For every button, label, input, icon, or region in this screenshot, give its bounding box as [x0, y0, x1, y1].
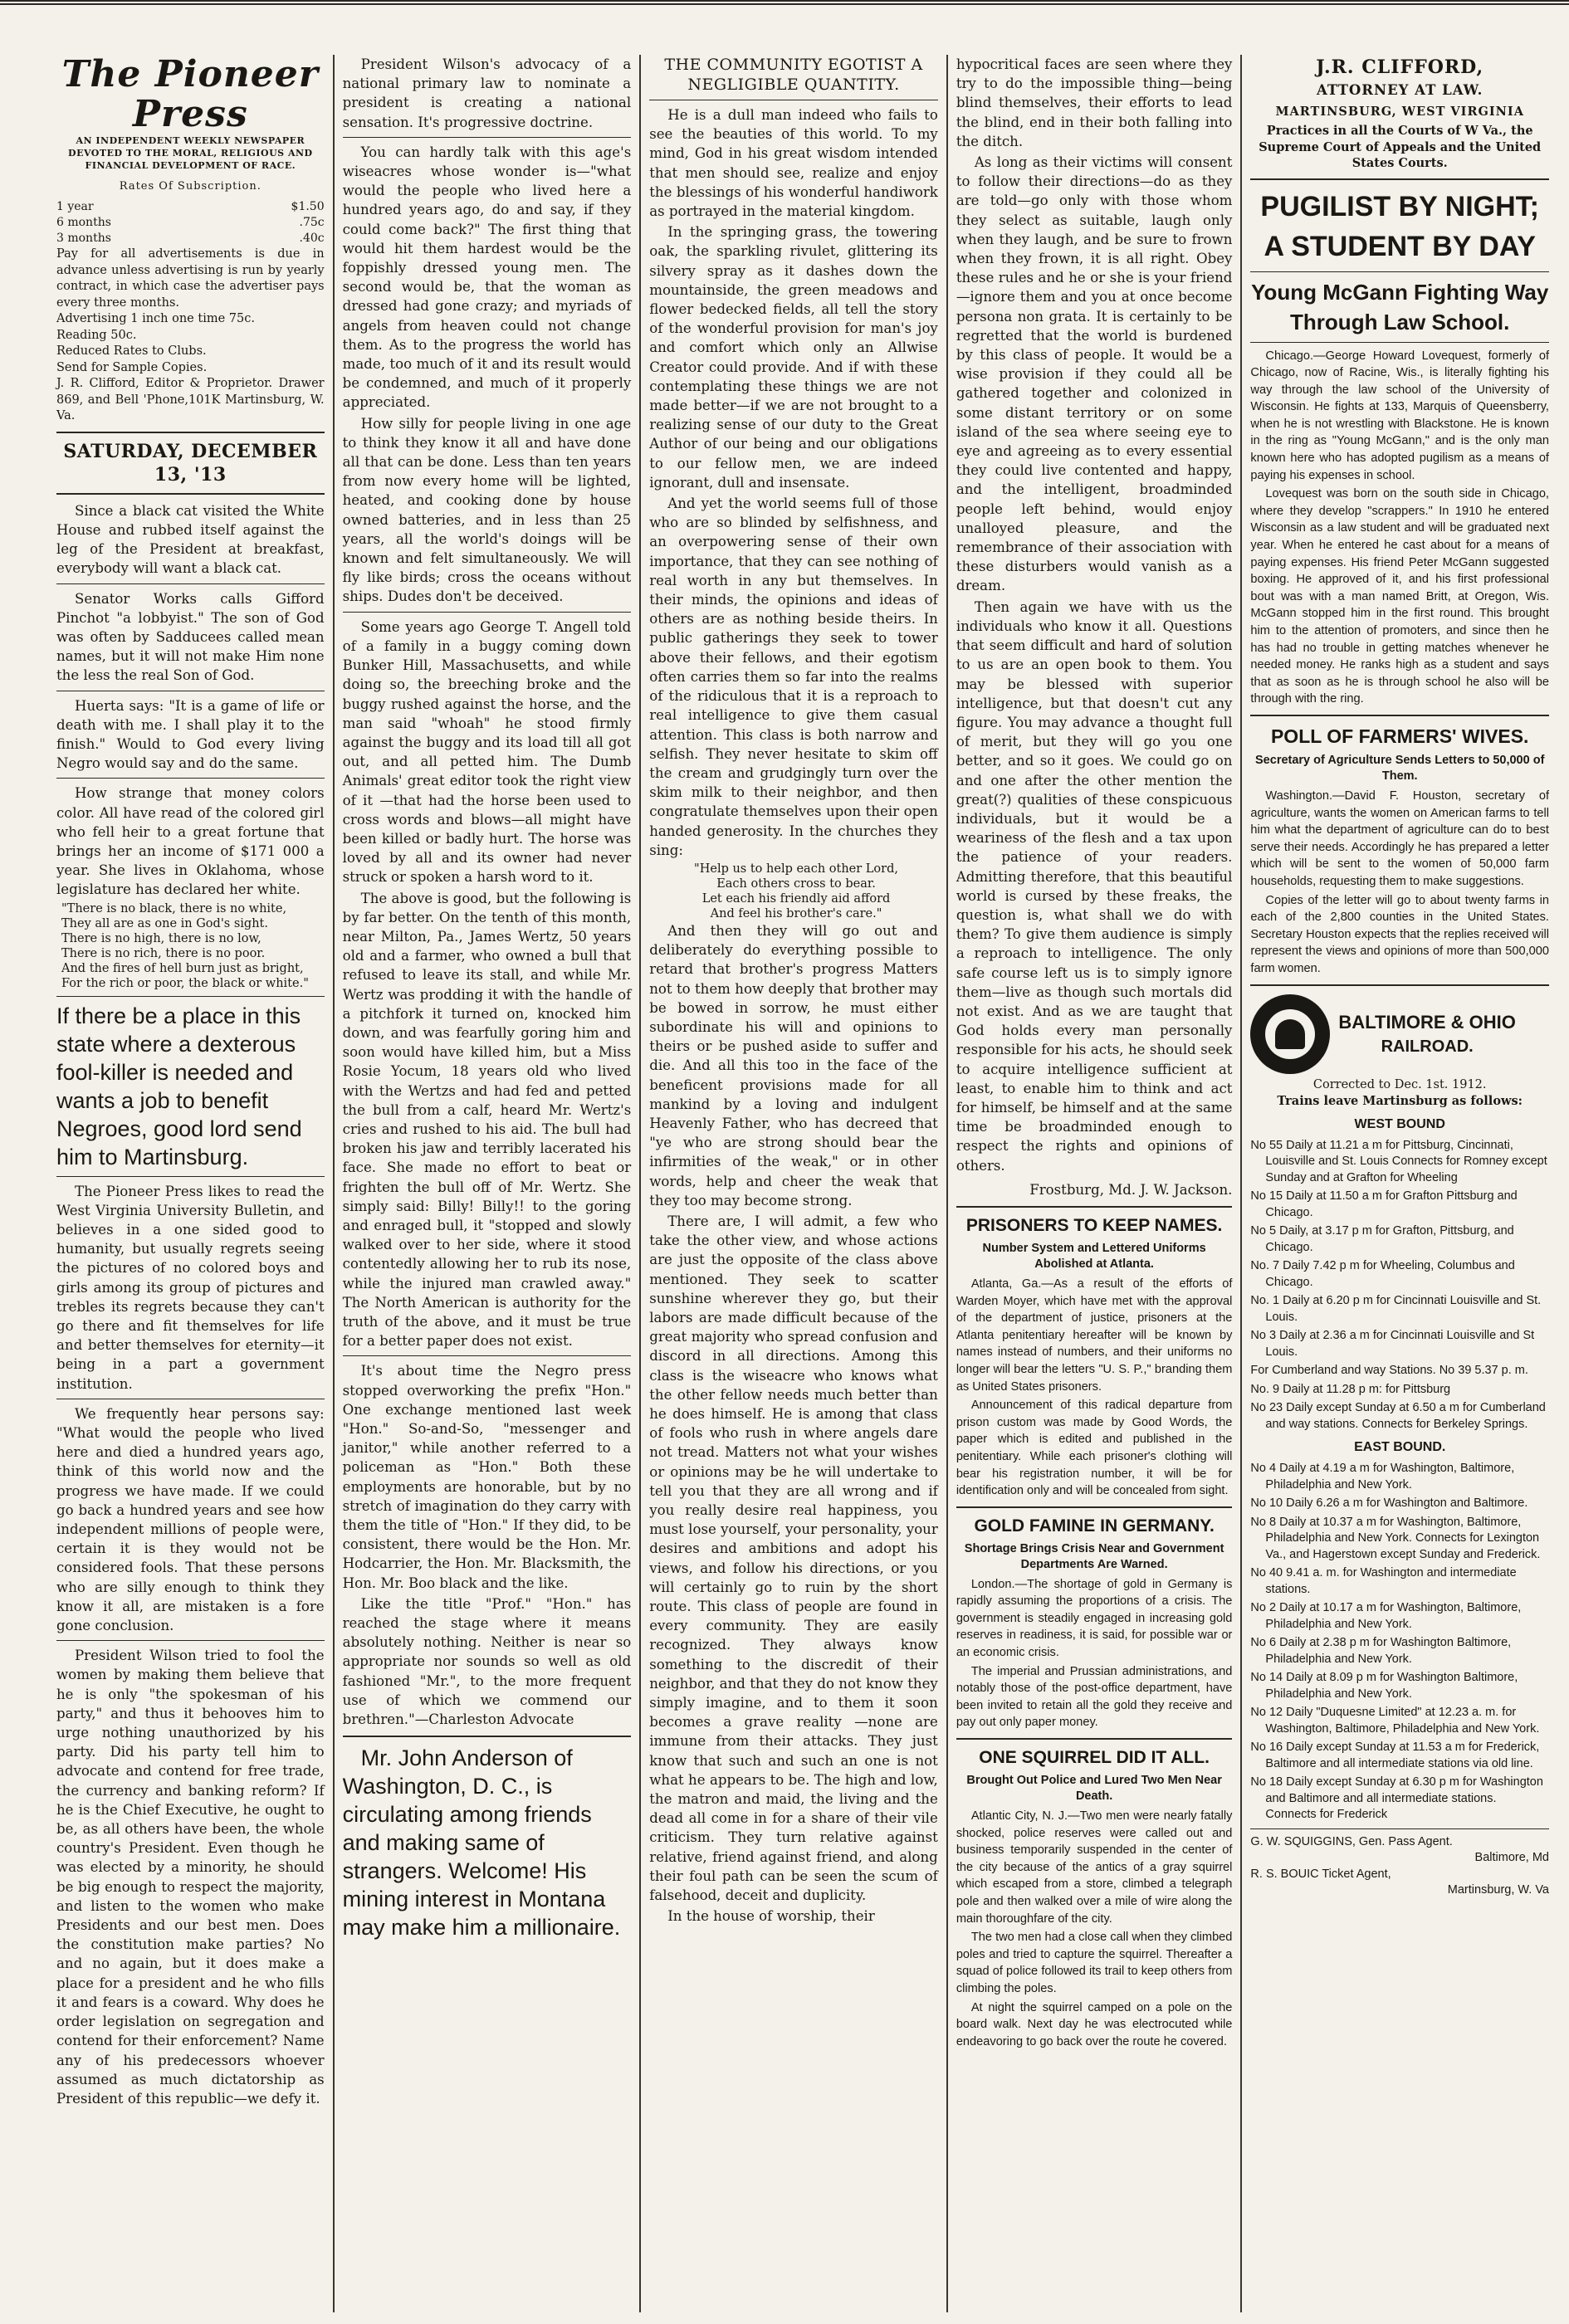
column-2 — [335, 55, 642, 2312]
agent-gen-pass: G. W. SQUIGGINS, Gen. Pass Agent. — [1250, 1834, 1453, 1848]
subhead-prisoners: Number System and Lettered Uniforms Abolished at Atlanta. — [982, 1241, 1206, 1271]
paragraph: In the house of worship, their — [667, 1908, 875, 1925]
agent-gen-pass-place: Baltimore, Md — [1474, 1851, 1549, 1864]
east-bound-heading: EAST BOUND. — [1354, 1440, 1446, 1454]
paragraph: In the springing grass, the towering oak, the sparkling rivulet, glittering its silvery spray as it dashes down the mountainside, the green meadows and flower bedecked fields, all tell the story of the wonderful provision for man's joy and comfort which only an Allwise Creator could provide. And if with these contemplating these things we are not made better—if we are not brought to a realizing sense of our duty to the Great Author of our being and our obligations to our fellow men, we are indeed ignorant, dull and insensate. — [649, 224, 938, 491]
paragraph: Then again we have with us the individuals who know it all. Questions that seem difficult and hard of solution to us are an open book to them. You may be blessed with superior intelligence, but that doesn't cut any figure. You may advance a thought full of merit, but they will go you one better, and so it goes. We could go on and one after the other mention the great(?) qualities of these conspicuous individuals, but it would be a weariness of the flesh and a tax upon the patience of your readers. Admitting therefore, that this beautiful world is cursed by these freaks, the question is, what shall we do with them? To give them audience is simply a reproach to intelligence. The only safe course left us is to simply ignore them—live as though such mortals did not exist. And as we are taught that God holds every man personally responsible for his acts, he should seek to acquire intelligence sufficient at least, to enable him to think and act for himself, be himself and at the same time be broadminded enough to respect the rights and opinions of others. — [956, 598, 1233, 1174]
paragraph: And yet the world seems full of those who are so blinded by selfishness, and an overpowering sense of their own importance, that they can see nothing of real worth in any but themselves. In their minds, the opinions and ideas of others are as nothing beside theirs. In public gatherings they seek to tower above their fellows, and their egotism often carries them so far into the realms of the ridiculous that it is a reproach to real intelligence to give them casual attention. This class is both narrow and selfish. They never hesitate to skim off the cream and grudgingly turn over the skim milk to their neighbor, and then congratulate themselves upon their open handed generosity. In the churches they sing: — [649, 496, 938, 858]
article-prisoners: Atlanta, Ga.—As a result of the efforts of Warden Moyer, which have met with the approval of the department of justice, prisoners at the Atlanta penitentiary hereafter will be known by names instead of numbers, and their uniforms no longer will bear the letters "U. S. P.," branding them as United States prisoners. Announcement of this radical departure from prison custom was made by Good Words, the paper which is edited and published in the penitentiary. While each prisoner's clothing will bear his registration number, it will be for identification only and will be concealed from sight. — [956, 1277, 1233, 1498]
east-bound-schedule — [1250, 1461, 1549, 1824]
divider — [1250, 715, 1549, 716]
paragraph: As long as their victims will consent to follow their directions—do as they are told—go only with those whom they select as suitable, laugh only when they laugh, and be sure to frown when they frown, it is all right. Obey these rules and he or she is your friend—ignore them and you at once become persona non grata. It is certainly to be regretted that the world is burdened by this class of people. It would be a wise provision if they could all be gathered together and colonized in some distant territory or on some island of the sea where seeing eye to eye and agreeing as to every essential they could live contented and happy, and the intelligent, broadminded people left behind, would enjoy unalloyed pleasure, and the remembrance of their association with these disturbers would vanish as a dream. — [956, 154, 1233, 594]
column-4 — [948, 55, 1243, 2312]
paragraph: Like the title "Prof." "Hon." has reached the stage where it means absolutely nothing. Neither is near so appropriate nor sounds so well as old fashioned "Mr.", to the more frequent use of which we commend our brethren."—Charleston Advocate — [342, 1595, 632, 1728]
rates-title: Rates Of Subscription. — [119, 180, 262, 193]
subhead-squirrel: Brought Out Police and Lured Two Men Near Death. — [966, 1774, 1222, 1804]
schedule-entry: No 15 Daily at 11.50 a m for Grafton Pittsburg and Chicago. — [1250, 1189, 1518, 1219]
paragraph: There are, I will admit, a few who take the other view, and whose actions are just the opposite of the class above mentioned. They seek to scatter sunshine wherever they go, but their labors are made difficult because of the great majority who spread confusion and discord in all directions. Among this class is the wiseacre who knows what the other fellow needs much better than he does himself. He is among that class of fools who rush in where angels dare not tread. Matters not what your wishes or opinions may be he will undertake to tell you that they are all wrong and if you really desire real happiness, you must lose yourself, your personality, your desires and ambitions and adopt his views, and follow his directions, or you will certainly go to ruin by the short route. This class of people are found in every community. They are easily recognized. They always know something to the discredit of their neighbor, and that they do not know they simply imagine, and to them it soon becomes a grave reality —none are immune from their attacks. They just know that such and such an one is not what he appears to be. The high and low, the matron and maid, the living and the dead all come in for a share of their vile criticism. They turn relative against relative, friend against friend, and along their foul path can be seen the scum of falsehood, deceit and duplicity. — [649, 1213, 938, 1904]
attorney-place: MARTINSBURG, WEST VIRGINIA — [1275, 105, 1524, 119]
divider — [343, 612, 632, 613]
divider — [56, 1176, 325, 1177]
headline-pugilist-2: A STUDENT BY DAY — [1264, 230, 1536, 262]
schedule-entry: No 40 9.41 a. m. for Washington and intermediate stations. — [1250, 1566, 1517, 1596]
divider — [956, 1506, 1233, 1508]
subhead-gold: Shortage Brings Crisis Near and Government Departments Are Warned. — [964, 1541, 1224, 1571]
schedule-entry: No 10 Daily 6.26 a m for Washington and Baltimore. — [1250, 1496, 1528, 1510]
schedule-entry: No 23 Daily except Sunday at 6.50 a m for Cumberland and way stations. Connects for Berkeley Springs. — [1250, 1401, 1546, 1431]
paragraph: The Pioneer Press likes to read the West Virginia University Bulletin, and believes in a one sided good to humanity, but usually regrets seeing the pictures of no colored boys and girls among its group of pictures and trebles its regrets because they can't go there and fit themselves for life and better themselves for eternity—it being in a part a government institution. — [56, 1183, 325, 1392]
schedule-entry: No 18 Daily except Sunday at 6.30 p m for Washington and Baltimore and all intermediate stations. Connects for Frederick — [1250, 1775, 1543, 1821]
masthead: The Pioneer Press — [61, 55, 319, 135]
headline-poll: POLL OF FARMERS' WIVES. — [1270, 725, 1529, 747]
big-type-notice: Mr. John Anderson of Washington, D. C., is circulating among friends and making same of strangers. Welcome! His mining interest in Montana may make him a millionaire. — [342, 1745, 621, 1941]
schedule-entry: No. 7 Daily 7.42 p m for Wheeling, Columbus and Chicago. — [1250, 1259, 1515, 1289]
divider — [56, 432, 325, 433]
schedule-corrected: Corrected to Dec. 1st. 1912. — [1312, 1077, 1487, 1091]
subhead-poll: Secretary of Agriculture Sends Letters to 50,000 of Them. — [1255, 753, 1545, 783]
agent-ticket-place: Martinsburg, W. Va — [1447, 1883, 1549, 1897]
schedule-entry: No 8 Daily at 10.37 a m for Washington, Baltimore, Philadelphia and New York. Connects for Lexington Va., and Hagerstown except Sunday and Frederick. — [1250, 1515, 1541, 1561]
paragraph: President Wilson tried to fool the women by making them believe that he is only "the spokesman of his party," and thus it behooves him to urge nothing unauthorized by his party. Did his party tell him to advocate and contend for free trade, the currency and banking reform? If he is the Chief Executive, he ought to be, as all others have been, the whole country's President. Even though he was elected by a minority, he should be big enough to respect the majority, and listen to the women who make Presidents and our best men. Does the constitution make parties? No and no again, but it does make a place for a president and he who fills it and fears is a coward. Why does he order legislation on segregation and contend for their enforcement? Name any of his predecessors whoever assumed as much dictatorship as President of this republic—we defy it. — [56, 1648, 325, 2107]
hymn: "Help us to help each other Lord, Each others cross to bear. Let each his friendly aid afford And feel his brother's care." — [694, 862, 898, 920]
schedule-entry: No 55 Daily at 11.21 a m for Pittsburg, Cincinnati, Louisville and St. Louis Connects for Romney except Sunday and at Grafton for Wheeling — [1250, 1138, 1547, 1184]
schedule-entry: No 3 Daily at 2.36 a m for Cincinnati Louisville and St Louis. — [1250, 1329, 1535, 1359]
headline-pugilist-1: PUGILIST BY NIGHT; — [1260, 190, 1540, 222]
divider — [343, 1736, 632, 1737]
agent-ticket: R. S. BOUIC Ticket Agent, — [1250, 1867, 1391, 1881]
paragraph: We frequently hear persons say: "What would the people who lived here and died a hundred years ago, think of this world now and the progress we have made. If we could go back a hundred years and see how independent millions of people were, certain it is they would not be considered fools. That these persons who are silly enough to think they know it all, are mistaken is a fore gone conclusion. — [56, 1405, 325, 1634]
divider — [56, 493, 325, 495]
divider — [56, 996, 325, 997]
west-bound-schedule — [1250, 1138, 1549, 1433]
paragraph: And then they will go out and deliberately do everything possible to retard that brother's progress Matters not to them how deeply that brother may be bowed in sorrow, he must either subordinate his will and opinions to theirs or be pushed aside to suffer and die. And all this too in the face of the beneficent provisions made for all mankind by a loving and indulgent Heavenly Father, who has decreed that "ye who are strong should bear the infirmities of the weak," or in other words, help and cheer the weak that they too may become strong. — [649, 922, 938, 1208]
divider — [56, 1640, 325, 1641]
ad-terms: Pay for all advertisements is due in advance unless advertising is run by yearly contract, in which case the advertiser pays every three months. — [56, 247, 325, 310]
paragraph: President Wilson's advocacy of a national primary law to nominate a president is creating a national sensation. It's progressive doctrine. — [342, 56, 632, 130]
subhead-pugilist: Young McGann Fighting Way Through Law School. — [1251, 279, 1549, 334]
editor-info: J. R. Clifford, Editor & Proprietor. Drawer 869, and Bell 'Phone,101K Martinsburg, W. Va. — [56, 377, 325, 423]
column-5 — [1242, 55, 1557, 2312]
paragraph: Since a black cat visited the White House and rubbed itself against the leg of the President at breakfast, everybody will want a black cat. — [56, 502, 325, 577]
headline-squirrel: ONE SQUIRREL DID IT ALL. — [979, 1748, 1210, 1768]
rate-row: 1 year $1.50 — [56, 200, 325, 214]
reading-rate: Reading 50c. — [56, 328, 137, 342]
schedule-intro: Trains leave Martinsburg as follows: — [1277, 1094, 1523, 1108]
clubs-note: Reduced Rates to Clubs. — [56, 344, 207, 359]
article-headline: THE COMMUNITY EGOTIST A NEGLIGIBLE QUANTITY. — [664, 56, 923, 94]
column-3 — [641, 55, 948, 2312]
schedule-entry: No. 1 Daily at 6.20 p m for Cincinnati Louisville and St. Louis. — [1250, 1294, 1542, 1324]
paragraph: He is a dull man indeed who fails to see the beauties of this world. To my mind, God in his great wisdom intended that men should see, realize and enjoy the blessings of his wonderful handiwork as portrayed in the material kingdom. — [649, 107, 938, 220]
divider — [956, 1206, 1233, 1208]
article-gold: London.—The shortage of gold in Germany is rapidly assuming the proportions of a crisis. The government is steadily engaged in increasing gold reserves in readiness, it is said, for possible war or an economic crisis. The imperial and Prussian administrations, and notably those of the post-office department, have been invited to retain all the gold they receive and pay out only paper money. — [956, 1577, 1233, 1730]
divider — [1250, 178, 1549, 180]
paragraph: How silly for people living in one age to think they know it all and have done all that can be done. Less than ten years from now every home will be lighted, heated, and cooking done by house owned batteries, and in less than 25 years, all the world's doings will be known and felt simultaneously. We will fly like birds; cross the oceans without ships. Dudes don't be deceived. — [342, 415, 632, 605]
paragraph: The above is good, but the following is by far better. On the tenth of this month, near Milton, Pa., James Wertz, 50 years old and a farmer, who owned a bull that refused to leave its stall, and while Mr. Wertz was prodding it with the handle of a pitchfork it turned on, knocked him down, and was fearfully goring him and soon would have killed him, but a Miss Rosie Yocum, 18 years old who lived with the Wertzs and had fed and petted the bull from a calf, heard Mr. Wertz's cries and rushed to his aid. The bull had broken his jaw and terribly lacerated his face. She made no effort to beat or frighten the bull off of Mr. Wertz. She simply said: Billy! Billy!! to the goring and enraged bull, it "stopped and slowly walked over to her side, where it stood contentedly allowing her to rub its nose, while the injured man crawled away." The North American is authority for the truth of the above, and it must be true for a better paper does not exist. — [342, 890, 632, 1350]
schedule-entry: No 16 Daily except Sunday at 11.53 a m for Frederick, Baltimore and all intermediate stations via old line. — [1250, 1741, 1540, 1770]
divider — [56, 778, 325, 779]
paragraph: You can hardly talk with this age's wiseacres whose wonder is—"what would the people who lived here a hundred years ago, do and say, if they could come back?" The first thing that would hit them hardest would be the foppishly dressed young men. The second would be, that the woman as dressed had gone crazy; and myriads of angels from heaven could not change them. As to the progress the world has made, too much of it and its result would be condemned, and much of it properly appreciated. — [342, 144, 632, 411]
rate-row: 6 months .75c — [56, 216, 325, 230]
big-type-notice: If there be a place in this state where a dexterous fool-killer is needed and wants a job to benefit Negroes, good lord send him to Martinsburg. — [56, 1003, 302, 1169]
railroad-name: BALTIMORE & OHIO — [1338, 1011, 1516, 1033]
tagline: AN INDEPENDENT WEEKLY NEWSPAPER DEVOTED TO THE MORAL, RELIGIOUS AND FINANCIAL DEVELOPMENT OF RACE. — [68, 135, 313, 171]
railroad-label: RAILROAD. — [1381, 1037, 1474, 1056]
paragraph: hypocritical faces are seen where they try to do the impossible thing—being blind themselves, their efforts to lead the blind, end in their both falling into the ditch. — [956, 56, 1233, 149]
paragraph: Some years ago George T. Angell told of a family in a buggy coming down Bunker Hill, Massachusetts, and while doing so, the breeching broke and the buggy rushed against the horse, and the man said "whoah" he stood firmly against the buggy and its load till all got out, and all petted him. The Dumb Animals' great editor took the right view of it —that had the horse been used to cross words and blows—all might have been killed or badly hurt. The horse was loved by all and its owner had never struck or spoken a harsh word to it. — [342, 618, 632, 886]
schedule-entry: No. 9 Daily at 11.28 p m: for Pittsburg — [1250, 1382, 1451, 1396]
attorney-text: Practices in all the Courts of W Va., the Supreme Court of Appeals and the United States Courts. — [1259, 124, 1542, 170]
divider — [956, 1738, 1233, 1740]
schedule-entry: No 6 Daily at 2.38 p m for Washington Baltimore, Philadelphia and New York. — [1250, 1636, 1512, 1666]
west-bound-heading: WEST BOUND — [1354, 1116, 1445, 1131]
divider — [343, 1355, 632, 1356]
article-poll: Washington.—David F. Houston, secretary of agriculture, wants the women on American farms to tell him what the department of agriculture can do to best serve their needs. Accordingly he has prepared a letter which will be sent to the women of 50,000 farm households, requesting them to make suggestions. Copies of the letter will go to about twenty farms in each of the 2,800 counties in the United States. Secretary Houston expects that the replies received will represent the views and opinions of more than 500,000 farm women. — [1250, 788, 1549, 975]
samples-note: Send for Sample Copies. — [56, 360, 208, 374]
paragraph: Senator Works calls Gifford Pinchot "a lobbyist." The son of God was often by Sadducees called mean names, but it will not make Him none the less the real Son of God. — [56, 590, 325, 684]
divider — [1250, 342, 1549, 343]
schedule-entry: No 14 Daily at 8.09 p m for Washington Baltimore, Philadelphia and New York. — [1250, 1671, 1518, 1701]
dateline: SATURDAY, DECEMBER 13, '13 — [63, 440, 318, 486]
divider — [56, 583, 325, 584]
railroad-header — [1250, 994, 1549, 1074]
schedule-entry: No 4 Daily at 4.19 a m for Washington, Baltimore, Philadelphia and New York. — [1250, 1462, 1515, 1492]
divider — [1250, 984, 1549, 986]
divider — [343, 137, 632, 138]
article-squirrel: Atlantic City, N. J.—Two men were nearly fatally shocked, police reserves were called out and business temporarily suspended in the center of the city because of the antics of a gray squirrel which escaped from a store, climbed a telegraph pole and then walked over a mile of wire along the main thoroughfare of the city. The two men had a close call when they climbed poles and tried to capture the squirrel. Thereafter a squad of police followed its trail to keep others from climbing the poles. At night the squirrel camped on a pole on the board walk. Next day he was electrocuted while endeavoring to go back over the route he covered. — [956, 1809, 1233, 2048]
attorney-name: J.R. CLIFFORD, — [1316, 56, 1484, 78]
poem: "There is no black, there is no white, They all are as one in God's sight. There is no high, there is no low, There is no rich, there is no poor. And the fires of hell burn just as bright, For the rich or poor, the black or white." — [61, 901, 309, 990]
rates-list — [56, 199, 325, 247]
rate-row: 3 months .40c — [56, 232, 325, 246]
paragraph: Huerta says: "It is a game of life or death with me. I shall play it to the finish." Would to God every living Negro would say and do the same. — [56, 697, 325, 772]
schedule-entry: No 2 Daily at 10.17 a m for Washington, Baltimore, Philadelphia and New York. — [1250, 1601, 1522, 1631]
schedule-entry: For Cumberland and way Stations. No 39 5.37 p. m. — [1250, 1364, 1528, 1377]
column-1 — [48, 55, 335, 2312]
attorney-title: ATTORNEY AT LAW. — [1317, 82, 1483, 98]
paragraph: How strange that money colors color. All have read of the colored girl who fell heir to a great fortune that brings her an income of $171 000 a year. She lives in Oklahoma, whose legislature has declared her white. — [56, 785, 325, 898]
railroad-dome-logo-icon — [1250, 994, 1330, 1074]
schedule-entry: No 5 Daily, at 3.17 p m for Grafton, Pittsburg, and Chicago. — [1250, 1224, 1514, 1254]
article-pugilist: Chicago.—George Howard Lovequest, formerly of Chicago, now of Racine, Wis., is literally fighting his way through the law school of the University of Wisconsin. He fights at 133, Marquis of Queensberry, when he is not wrestling with Blackstone. He is known in the ring as "Young McGann," and is the only man known here who has adopted pugilism as a means of paying his expenses in school. Lovequest was born on the south side in Chicago, where they develop "scrappers." In 1910 he entered Wisconsin as a law student and will be graduated next year. When he entered he cast about for a means of paying expenses. His friend Peter McGann suggested boxing. He approved of it, and his first professional bout was with a man named Britt, at Oregon, Wis. McGann stopped him in the first round. This brought him to the attention of promoters, and since then he has had no trouble in getting matches whenever he needed money. He ranks high as a student and says that as soon as he is through school he also will be through with the ring. — [1250, 349, 1549, 706]
headline-prisoners: PRISONERS TO KEEP NAMES. — [965, 1215, 1223, 1235]
divider — [1250, 271, 1549, 272]
divider — [1250, 1828, 1549, 1829]
signature: Frostburg, Md. J. W. Jackson. — [1029, 1181, 1233, 1198]
paragraph: It's about time the Negro press stopped overworking the prefix "Hon." One exchange mentioned last week "Hon." So-and-So, "messenger and janitor," while another referred to a policeman as "Hon." Both these employments are honorable, but by no stretch of imagination do they carry with them the title of "Hon." If they did, to be consistent, there would be the Hon. Mr. Hodcarrier, the Hon. Mr. Blacksmith, the Hon. Mr. Boo black and the like. — [342, 1363, 632, 1591]
ad-rate: Advertising 1 inch one time 75c. — [56, 312, 255, 326]
schedule-entry: No 12 Daily "Duquesne Limited" at 12.23 a. m. for Washington, Baltimore, Philadelphia and New York. — [1250, 1706, 1540, 1736]
headline-gold: GOLD FAMINE IN GERMANY. — [974, 1516, 1215, 1536]
